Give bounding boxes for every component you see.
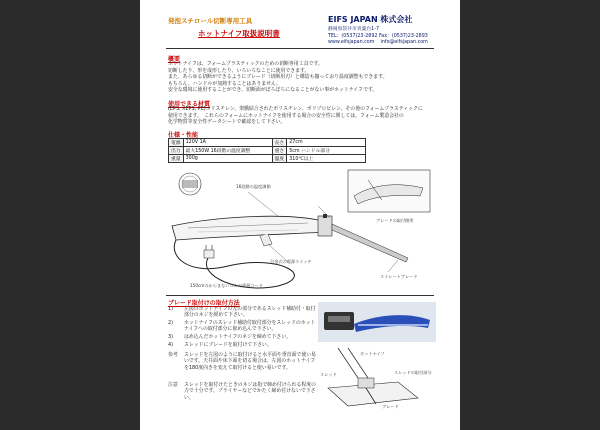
section-divider xyxy=(166,295,434,296)
step-number: 1) xyxy=(168,306,174,312)
blade-mount-label: ブレードの取付箇所 xyxy=(376,218,414,223)
spec-key: 出力 xyxy=(169,147,184,155)
materials-line: 化学物質等安全性データシートで確認をして下さい。 xyxy=(168,119,286,126)
company-phone: TEL：(0537)23-2892 Fax：(0537)23-2893 xyxy=(328,34,428,39)
table-row xyxy=(169,147,366,155)
materials-line: 使用できます。 これらのフォームにホットナイフを使用する場合の安全性に関しては、フォーム製造会社の xyxy=(168,112,404,119)
table-row xyxy=(169,155,366,163)
install-step xyxy=(168,320,318,333)
step-text: 左図のホットナイフの先の部分であるスレッド補助付・取付部分のネジを緩めて下さい。 xyxy=(184,306,316,319)
straight-blade-icon xyxy=(332,224,408,262)
hotknife-label: ホットナイフ xyxy=(360,351,385,356)
materials-heading: 使用できる材質 xyxy=(168,101,211,108)
warranty-badge-icon xyxy=(179,173,201,195)
company-address: 静岡県袋井市青葉台1-7 xyxy=(328,27,380,32)
install-step xyxy=(168,306,318,319)
spec-value: 最大150W 16段階の温度調整 xyxy=(183,147,272,155)
spec-key: 重さ xyxy=(272,147,287,155)
specs-table xyxy=(168,138,366,163)
overview-line: ホットナイフは、フォームプラスティックのための切断専用工具です。 xyxy=(168,61,323,67)
sled-mount-label: スレッドの取付部分 xyxy=(394,370,432,375)
note-text: スレッドを左図のように取付けると水平面や垂直面で使い易いです。天井面や床下面を切る場合は、左図のホットナイフを180度向きを変えて取付けると使い易いです。 xyxy=(184,352,316,371)
company-web xyxy=(328,40,428,45)
caution-label: 注意 xyxy=(168,382,178,388)
blade-install-heading: ブレード取付けの取付方法 xyxy=(168,300,240,307)
specs-heading: 仕様・性能 xyxy=(168,132,199,139)
straight-blade-label: ストレートブレード xyxy=(380,274,418,279)
document-header xyxy=(140,4,460,50)
overview-line: もちろん、ハンドルが加熱することはありません。 xyxy=(168,80,282,87)
step-text: はめ込んだホットナイフのネジを締めて下さい。 xyxy=(184,334,292,340)
sled-mount-icon xyxy=(358,378,374,388)
install-caution xyxy=(168,382,318,402)
sled-label: スレッド xyxy=(320,372,337,377)
table-row xyxy=(169,139,366,147)
spec-key: 温度 xyxy=(272,155,287,163)
spec-value: 120V 1A xyxy=(183,139,272,147)
trigger-switch-icon xyxy=(260,234,272,246)
company-email[interactable]: info@eifsjapan.com xyxy=(380,40,428,45)
trigger-switch-label: 引金式の電源スイッチ xyxy=(270,259,312,264)
spec-key: 重量 xyxy=(169,155,184,163)
hotknife-photo xyxy=(318,302,436,342)
overview-line: また、あらゆる切断ができるようにブレード（切断用刃）と構造も揃っており温度調整もできます。 xyxy=(168,74,388,81)
blade-label: ブレード xyxy=(382,404,399,409)
header-divider xyxy=(166,48,434,49)
power-plug-icon xyxy=(204,245,214,258)
power-cord-label: 150cmのからまないゴムの電源コード xyxy=(190,283,264,288)
hotknife-handle-icon xyxy=(172,216,328,240)
step-text: ホットナイフのスレッド補助付取付部分をスレッドのホットナイフへの取付部分に嵌め込んで下さい。 xyxy=(184,320,316,333)
company-name: EIFS JAPAN 株式会社 xyxy=(328,15,413,24)
document-page xyxy=(140,0,460,430)
install-step xyxy=(168,334,318,341)
spec-value: 5cm ハンドル部分 xyxy=(287,147,366,155)
spec-value: 27cm xyxy=(287,139,366,147)
overview-line: 切断したり、形を成形したり、いろいろなことに使用できます。 xyxy=(168,67,310,74)
step-number: 4) xyxy=(168,342,174,348)
overview-heading: 概要 xyxy=(168,56,181,63)
temp-control-label: 16段階の温度調節 xyxy=(236,184,271,189)
materials-line: (EPS, XEPS, PE)ポリスチレン、架橋結合されたポリスチレン、ポリプロピレン、その他のフォームプラスティックに xyxy=(168,106,423,112)
company-website[interactable]: www.eifsjapan.com xyxy=(328,40,375,45)
blade-mount-icon xyxy=(318,214,332,236)
materials-text xyxy=(168,106,436,126)
spec-key: 電源 xyxy=(169,139,184,147)
install-note xyxy=(168,352,318,378)
spec-value: 310℃以上 xyxy=(287,155,366,163)
document-subtitle: 発泡スチロール切断専用工具 xyxy=(168,17,253,25)
step-number: 3) xyxy=(168,334,174,340)
document-title: ホットナイフ取扱説明書 xyxy=(198,29,280,38)
spec-value: 300g xyxy=(183,155,272,163)
overview-line: 安全な環境に使用することができ、切断面がぼろぼろになることがない事がホットナイフです。 xyxy=(168,87,378,94)
step-text: スレッドにブレードを取付けて下さい。 xyxy=(184,342,272,348)
spec-key: 長さ xyxy=(272,139,287,147)
install-step xyxy=(168,342,318,349)
step-number: 2) xyxy=(168,320,174,326)
overview-text xyxy=(168,61,436,94)
caution-text: スレッドを取付けたときのネジは指で締め付けられる程度の力で十分です。プライヤーなどでかたく締め付けないで下さい。 xyxy=(184,382,316,401)
note-label: 参考 xyxy=(168,352,178,358)
inset-detail xyxy=(348,170,430,212)
